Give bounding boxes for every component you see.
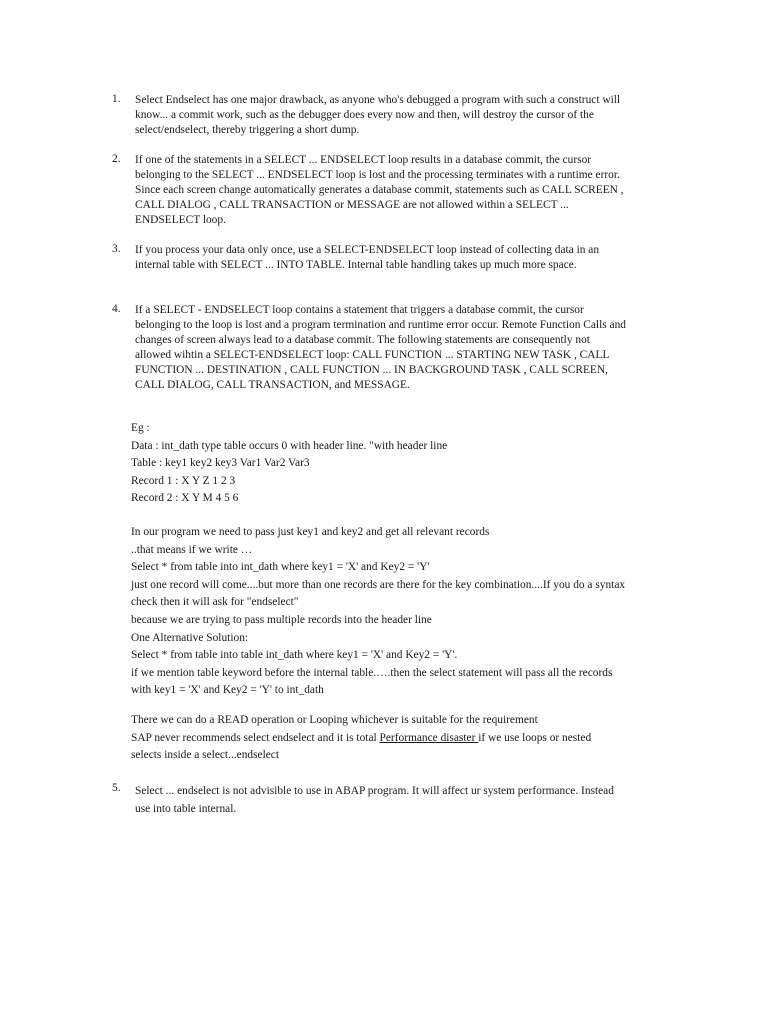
text-line: internal table with SELECT ... INTO TABLE. Internal table handling takes up much more space. [135, 259, 577, 271]
conclusion-line: selects inside a select...endselect [131, 749, 280, 762]
text-line: Select ... endselect is not advisible to use in ABAP program. It will affect ur system performance. Instead [135, 785, 614, 797]
example-heading: Eg : [131, 422, 150, 434]
performance-disaster-underlined: Performance disaster [379, 731, 479, 744]
text-line: ENDSELECT loop. [135, 214, 226, 226]
text-line: CALL DIALOG , CALL TRANSACTION or MESSAGE are not allowed within a SELECT ... [135, 199, 569, 211]
text-line: know... a commit work, such as the debugger does every now and then, will destroy the cursor of the [135, 109, 594, 121]
text-line: Select Endselect has one major drawback, as anyone who's debugged a program with such a construct will [135, 94, 621, 106]
text-line: allowed wihtin a SELECT-ENDSELECT loop: CALL FUNCTION ... STARTING NEW TASK , CALL [135, 349, 610, 361]
conclusion-block [131, 712, 691, 765]
explanation-line: Select * from table into table int_dath where key1 = 'X' and Key2 = 'Y'. [131, 649, 458, 662]
explanation-line: with key1 = 'X' and Key2 = 'Y' to int_dath [131, 684, 324, 697]
list-text [135, 93, 680, 138]
list-text [135, 782, 680, 818]
conclusion-text: SAP never recommends select endselect and it is total [131, 731, 380, 744]
example-block [131, 420, 691, 508]
list-number: 1. [112, 93, 121, 105]
list-number: 4. [112, 303, 121, 315]
list-text [135, 303, 680, 393]
list-text [135, 243, 680, 273]
explanation-line: just one record will come....but more than one records are there for the key combination....If you do a syntax [131, 578, 626, 591]
example-line: Table : key1 key2 key3 Var1 Var2 Var3 [131, 457, 310, 470]
explanation-line: check then it will ask for "endselect" [131, 596, 299, 609]
list-text [135, 153, 680, 228]
text-line: changes of screen always lead to a database commit. The following statements are consequently not [135, 334, 590, 346]
text-line: FUNCTION ... DESTINATION , CALL FUNCTION ... IN BACKGROUND TASK , CALL SCREEN, [135, 364, 608, 376]
example-line: Data : int_dath type table occurs 0 with header line. "with header line [131, 439, 448, 452]
text-line: select/endselect, thereby triggering a short dump. [135, 124, 360, 136]
example-line: Record 1 : X Y Z 1 2 3 [131, 474, 236, 487]
text-line: CALL DIALOG, CALL TRANSACTION, and MESSAGE. [135, 379, 410, 391]
conclusion-text: if we use loops or nested [478, 731, 592, 744]
list-number: 2. [112, 153, 121, 165]
text-line: If one of the statements in a SELECT ... ENDSELECT loop results in a database commit, the cursor [135, 154, 592, 166]
explanation-line: In our program we need to pass just key1 and key2 and get all relevant records [131, 526, 490, 538]
text-line: belonging to the SELECT ... ENDSELECT loop is lost and the processing terminates with a runtime error. [135, 169, 620, 181]
conclusion-line: There we can do a READ operation or Looping whichever is suitable for the requirement [131, 714, 538, 726]
example-line: Record 2 : X Y M 4 5 6 [131, 492, 239, 505]
explanation-block [131, 524, 691, 700]
conclusion-line [131, 730, 691, 748]
explanation-line: One Alternative Solution: [131, 631, 249, 644]
explanation-line: because we are trying to pass multiple records into the header line [131, 613, 432, 626]
list-number: 3. [112, 243, 121, 255]
explanation-line: if we mention table keyword before the internal table.….then the select statement will pass all the records [131, 666, 613, 679]
text-line: If a SELECT - ENDSELECT loop contains a statement that triggers a database commit, the cursor [135, 304, 584, 316]
list-number: 5. [112, 782, 121, 794]
text-line: belonging to the loop is lost and a program termination and runtime error occur. Remote Function Calls and [135, 319, 626, 331]
text-line: Since each screen change automatically generates a database commit, statements such as CALL SCREEN , [135, 184, 624, 196]
text-line: If you process your data only once, use a SELECT-ENDSELECT loop instead of collecting data in an [135, 244, 600, 256]
text-line: use into table internal. [135, 803, 237, 815]
explanation-line: Select * from table into int_dath where key1 = 'X' and Key2 = 'Y' [131, 561, 430, 574]
explanation-line: ..that means if we write … [131, 543, 253, 556]
